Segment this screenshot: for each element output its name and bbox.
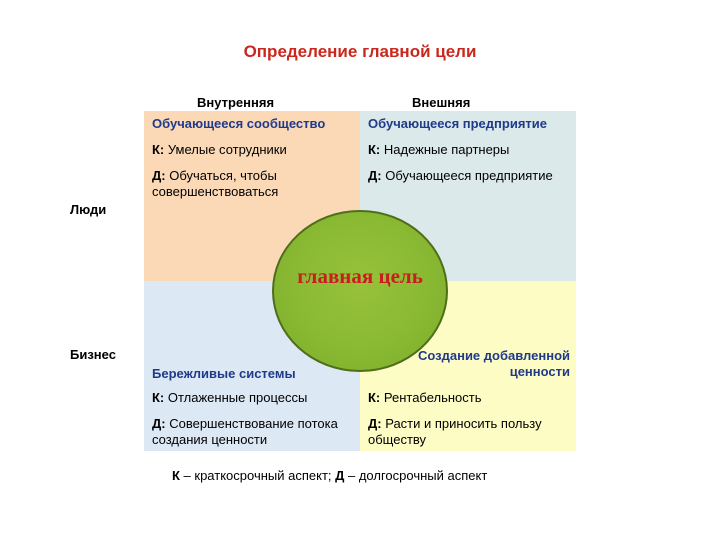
column-header-external: Внешняя [412,95,471,110]
quadrant-long-term-top-left [152,168,357,200]
main-goal-label: главная цель [297,264,423,288]
row-header-people: Люди [70,202,107,217]
short-term-text: Рентабельность [380,390,482,405]
long-term-text: Расти и приносить пользу обществу [368,416,542,447]
main-goal-circle [272,210,448,372]
short-term-text: Отлаженные процессы [164,390,308,405]
short-term-prefix: К: [152,390,165,405]
quadrant-long-term-bottom-right [368,416,568,448]
legend-footnote [172,468,487,483]
quadrant-short-term-top-right [368,142,573,158]
quadrant-short-term-bottom-right [368,390,573,406]
legend-d: Д [335,468,345,483]
long-term-prefix: Д: [152,416,166,431]
legend-d-text: – долгосрочный аспект [344,468,488,483]
short-term-text: Умелые сотрудники [164,142,287,157]
long-term-prefix: Д: [368,168,382,183]
long-term-text: Совершенствование потока создания ценности [152,416,338,447]
quadrant-title-lean-systems: Бережливые системы [152,366,296,381]
long-term-text: Обучающееся предприятие [381,168,553,183]
row-header-business: Бизнес [70,347,116,362]
short-term-prefix: К: [152,142,165,157]
column-header-internal: Внутренняя [197,95,275,110]
long-term-text: Обучаться, чтобы совершенствоваться [152,168,279,199]
long-term-prefix: Д: [368,416,382,431]
short-term-prefix: К: [368,390,381,405]
quadrant-title-value-creation: Создание добавленной ценности [417,348,570,379]
quadrant-short-term-top-left [152,142,357,158]
legend-k-text: – краткосрочный аспект; [179,468,336,483]
quadrant-long-term-top-right [368,168,573,184]
page-title: Определение главной цели [243,42,477,61]
short-term-text: Надежные партнеры [380,142,510,157]
quadrant-title-learning-enterprise: Обучающееся предприятие [368,116,547,131]
quadrant-title-learning-community: Обучающееся сообщество [152,116,326,131]
quadrant-short-term-bottom-left [152,390,357,406]
long-term-prefix: Д: [152,168,166,183]
legend-k: К [172,468,180,483]
quadrant-long-term-bottom-left [152,416,358,448]
short-term-prefix: К: [368,142,381,157]
